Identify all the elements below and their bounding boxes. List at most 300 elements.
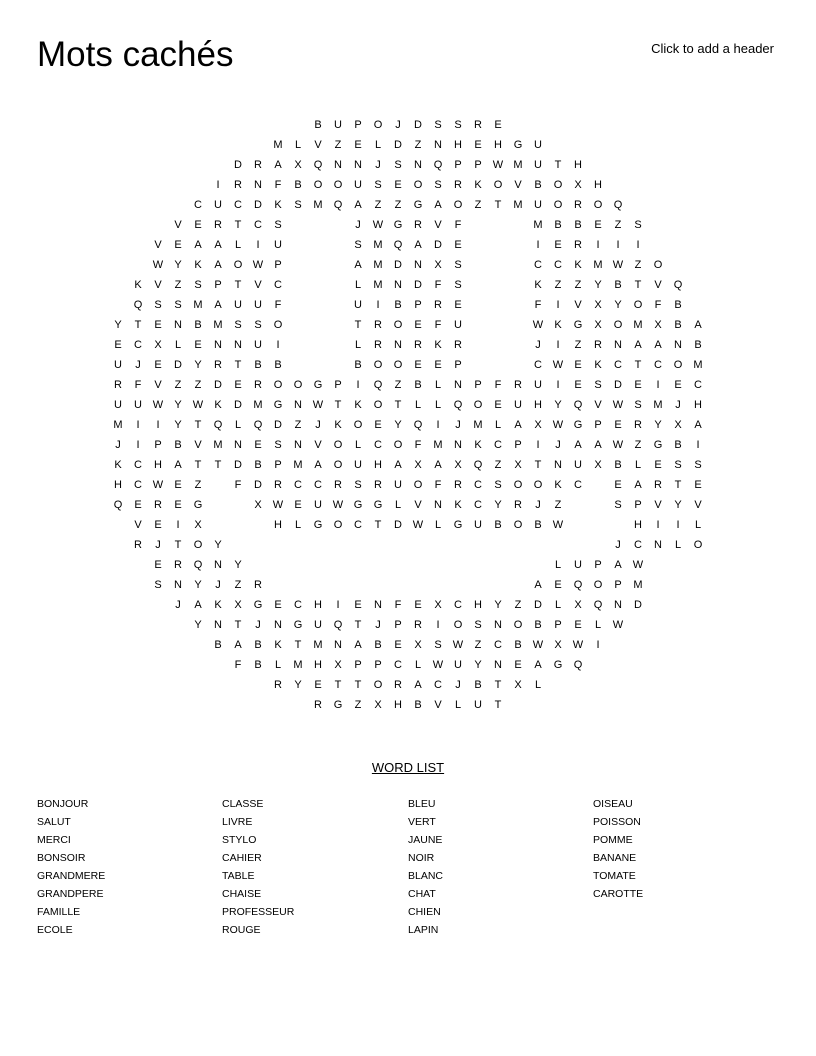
grid-letter: K	[474, 439, 482, 451]
grid-letter: M	[313, 199, 323, 211]
grid-letter: J	[535, 499, 541, 511]
grid-letter: N	[334, 639, 342, 651]
grid-letter: U	[354, 459, 362, 471]
grid-letter: Y	[554, 399, 562, 411]
grid-letter: O	[333, 439, 343, 451]
grid-letter: B	[614, 459, 622, 471]
grid-letter: B	[394, 299, 402, 311]
grid-letter: W	[332, 499, 344, 511]
grid-letter: U	[334, 119, 342, 131]
grid-letter: Q	[453, 399, 463, 411]
grid-letter: C	[354, 519, 362, 531]
grid-letter: S	[634, 399, 642, 411]
grid-letter: U	[214, 199, 222, 211]
grid-letter: Q	[573, 579, 583, 591]
grid-letter: D	[234, 159, 242, 171]
grid-letter: D	[434, 239, 442, 251]
grid-letter: L	[554, 599, 562, 611]
grid-letter: A	[194, 239, 202, 251]
grid-letter: N	[214, 339, 222, 351]
grid-letter: X	[574, 599, 582, 611]
grid-letter: F	[274, 299, 282, 311]
grid-letter: U	[454, 319, 462, 331]
grid-letter: Y	[494, 599, 502, 611]
word-list-item: JAUNE	[408, 834, 443, 846]
word-list-item: ECOLE	[37, 924, 73, 936]
grid-letter: B	[674, 299, 682, 311]
grid-letter: N	[214, 559, 222, 571]
grid-letter: C	[474, 499, 482, 511]
grid-letter: E	[354, 139, 362, 151]
grid-letter: H	[114, 479, 122, 491]
grid-letter: B	[274, 359, 282, 371]
grid-letter: D	[394, 259, 402, 271]
grid-letter: K	[274, 199, 282, 211]
grid-letter: E	[194, 339, 202, 351]
grid-letter: L	[534, 679, 542, 691]
grid-letter: N	[174, 579, 182, 591]
grid-letter: D	[234, 459, 242, 471]
grid-letter: H	[534, 399, 542, 411]
grid-letter: T	[354, 679, 362, 691]
grid-letter: O	[333, 459, 343, 471]
grid-letter: U	[254, 299, 262, 311]
grid-letter: H	[274, 519, 282, 531]
grid-letter: V	[434, 699, 442, 711]
grid-letter: Z	[334, 139, 342, 151]
grid-letter: O	[553, 179, 563, 191]
grid-letter: H	[474, 599, 482, 611]
word-list-heading: WORD LIST	[371, 760, 445, 775]
grid-letter: G	[513, 139, 523, 151]
grid-letter: C	[634, 539, 642, 551]
grid-letter: J	[355, 219, 361, 231]
grid-letter: U	[514, 399, 522, 411]
grid-letter: D	[414, 279, 422, 291]
grid-letter: I	[536, 239, 540, 251]
grid-letter: A	[214, 259, 222, 271]
grid-letter: W	[252, 259, 264, 271]
word-list-item: PROFESSEUR	[222, 906, 295, 918]
grid-letter: P	[594, 559, 602, 571]
grid-letter: G	[313, 519, 323, 531]
grid-letter: N	[354, 159, 362, 171]
grid-letter: E	[494, 119, 502, 131]
grid-letter: W	[152, 399, 164, 411]
grid-letter: A	[534, 579, 542, 591]
grid-letter: L	[454, 699, 462, 711]
grid-letter: Z	[554, 499, 562, 511]
grid-letter: Z	[574, 279, 582, 291]
grid-letter: E	[574, 619, 582, 631]
grid-letter: F	[534, 299, 542, 311]
grid-letter: K	[574, 259, 582, 271]
grid-letter: W	[312, 399, 324, 411]
grid-letter: I	[136, 419, 140, 431]
grid-letter: Z	[414, 139, 422, 151]
grid-letter: K	[454, 499, 462, 511]
add-header-hint[interactable]: Click to add a header	[651, 41, 774, 56]
grid-letter: G	[553, 659, 563, 671]
grid-letter: Q	[213, 419, 223, 431]
grid-letter: K	[274, 639, 282, 651]
grid-letter: P	[614, 579, 622, 591]
grid-letter: Z	[394, 379, 402, 391]
grid-letter: U	[534, 159, 542, 171]
grid-letter: V	[654, 499, 662, 511]
grid-letter: Q	[313, 159, 323, 171]
grid-letter: E	[174, 239, 182, 251]
grid-letter: B	[374, 639, 382, 651]
grid-letter: W	[612, 399, 624, 411]
grid-letter: K	[114, 459, 122, 471]
grid-letter: W	[612, 619, 624, 631]
grid-letter: K	[214, 599, 222, 611]
grid-letter: Y	[494, 499, 502, 511]
grid-letter: K	[534, 279, 542, 291]
grid-letter: Y	[614, 299, 622, 311]
grid-letter: I	[356, 379, 360, 391]
grid-letter: H	[494, 139, 502, 151]
grid-letter: O	[593, 579, 603, 591]
grid-letter: W	[552, 359, 564, 371]
grid-letter: N	[394, 279, 402, 291]
grid-letter: S	[634, 219, 642, 231]
grid-letter: X	[414, 639, 422, 651]
grid-letter: E	[674, 379, 682, 391]
grid-letter: R	[514, 499, 522, 511]
grid-letter: O	[633, 299, 643, 311]
grid-letter: F	[434, 479, 442, 491]
grid-letter: B	[414, 699, 422, 711]
grid-letter: C	[374, 439, 382, 451]
grid-letter: K	[554, 479, 562, 491]
grid-letter: S	[234, 319, 242, 331]
grid-letter: N	[274, 619, 282, 631]
grid-letter: Z	[634, 259, 642, 271]
grid-letter: X	[374, 699, 382, 711]
grid-letter: X	[554, 639, 562, 651]
grid-letter: E	[354, 599, 362, 611]
grid-letter: R	[414, 619, 422, 631]
grid-letter: O	[613, 319, 623, 331]
grid-letter: T	[494, 679, 502, 691]
grid-letter: T	[554, 159, 562, 171]
grid-letter: E	[414, 359, 422, 371]
grid-letter: X	[334, 659, 342, 671]
grid-letter: N	[494, 619, 502, 631]
grid-letter: E	[274, 599, 282, 611]
grid-letter: M	[473, 419, 483, 431]
grid-letter: P	[634, 499, 642, 511]
grid-letter: A	[694, 419, 702, 431]
grid-letter: V	[134, 519, 142, 531]
grid-letter: Q	[333, 199, 343, 211]
grid-letter: N	[234, 339, 242, 351]
grid-letter: D	[614, 379, 622, 391]
grid-letter: O	[513, 619, 523, 631]
grid-letter: O	[293, 379, 303, 391]
grid-letter: D	[394, 139, 402, 151]
grid-letter: C	[194, 199, 202, 211]
grid-letter: R	[314, 699, 322, 711]
grid-letter: T	[194, 419, 202, 431]
grid-letter: P	[594, 419, 602, 431]
grid-letter: C	[534, 259, 542, 271]
grid-letter: X	[454, 459, 462, 471]
grid-letter: Y	[594, 279, 602, 291]
grid-letter: S	[394, 159, 402, 171]
grid-letter: R	[414, 219, 422, 231]
grid-letter: M	[513, 159, 523, 171]
grid-letter: S	[474, 619, 482, 631]
grid-letter: U	[314, 619, 322, 631]
grid-letter: F	[434, 319, 442, 331]
word-list-item: CAROTTE	[593, 888, 644, 900]
grid-letter: O	[393, 439, 403, 451]
grid-letter: I	[536, 439, 540, 451]
grid-letter: Y	[474, 659, 482, 671]
grid-letter: F	[414, 439, 422, 451]
grid-letter: K	[194, 259, 202, 271]
grid-letter: R	[454, 479, 462, 491]
grid-letter: G	[653, 439, 663, 451]
grid-letter: E	[154, 319, 162, 331]
grid-letter: A	[394, 459, 402, 471]
grid-letter: W	[612, 439, 624, 451]
word-list-item: CAHIER	[222, 852, 262, 864]
grid-letter: X	[194, 519, 202, 531]
grid-letter: Z	[174, 379, 182, 391]
grid-letter: W	[412, 519, 424, 531]
grid-letter: U	[574, 559, 582, 571]
grid-letter: J	[535, 339, 541, 351]
grid-letter: L	[434, 379, 442, 391]
grid-letter: N	[674, 339, 682, 351]
grid-letter: S	[694, 459, 702, 471]
grid-letter: R	[254, 579, 262, 591]
grid-letter: P	[414, 299, 422, 311]
grid-letter: Z	[194, 379, 202, 391]
grid-letter: L	[414, 399, 422, 411]
grid-letter: B	[474, 679, 482, 691]
grid-letter: E	[174, 479, 182, 491]
grid-letter: H	[374, 459, 382, 471]
grid-letter: C	[314, 479, 322, 491]
grid-letter: J	[555, 439, 561, 451]
grid-letter: N	[294, 399, 302, 411]
grid-letter: G	[253, 599, 263, 611]
grid-letter: I	[656, 519, 660, 531]
grid-letter: M	[213, 319, 223, 331]
grid-letter: Z	[174, 279, 182, 291]
word-list-item: POISSON	[593, 816, 641, 828]
grid-letter: F	[394, 599, 402, 611]
grid-letter: W	[372, 219, 384, 231]
grid-letter: J	[215, 579, 221, 591]
grid-letter: O	[333, 519, 343, 531]
grid-letter: E	[394, 639, 402, 651]
grid-letter: X	[254, 499, 262, 511]
grid-letter: C	[254, 219, 262, 231]
grid-letter: N	[494, 659, 502, 671]
grid-letter: N	[394, 339, 402, 351]
grid-letter: U	[354, 299, 362, 311]
grid-letter: E	[494, 399, 502, 411]
grid-letter: M	[633, 319, 643, 331]
grid-letter: K	[434, 339, 442, 351]
grid-letter: T	[394, 399, 402, 411]
grid-letter: Q	[193, 559, 203, 571]
grid-letter: S	[274, 439, 282, 451]
grid-letter: H	[454, 139, 462, 151]
grid-letter: Q	[573, 659, 583, 671]
grid-letter: T	[494, 699, 502, 711]
grid-letter: R	[254, 159, 262, 171]
grid-letter: A	[414, 679, 422, 691]
grid-letter: U	[454, 659, 462, 671]
grid-letter: G	[313, 379, 323, 391]
word-list-column	[37, 795, 207, 939]
grid-letter: P	[454, 359, 462, 371]
grid-letter: B	[554, 219, 562, 231]
grid-letter: W	[532, 639, 544, 651]
grid-letter: U	[114, 399, 122, 411]
grid-letter: N	[414, 159, 422, 171]
grid-letter: N	[214, 619, 222, 631]
grid-letter: Y	[674, 499, 682, 511]
grid-letter: B	[254, 359, 262, 371]
grid-letter: Z	[234, 579, 242, 591]
grid-letter: T	[634, 279, 642, 291]
grid-letter: E	[394, 179, 402, 191]
grid-letter: B	[174, 439, 182, 451]
word-list-item: LAPIN	[408, 924, 439, 936]
grid-letter: O	[513, 479, 523, 491]
grid-letter: K	[214, 399, 222, 411]
grid-letter: E	[554, 579, 562, 591]
grid-letter: A	[654, 339, 662, 351]
grid-letter: A	[214, 299, 222, 311]
grid-letter: R	[214, 219, 222, 231]
grid-letter: I	[676, 519, 680, 531]
grid-letter: W	[632, 559, 644, 571]
grid-letter: P	[214, 279, 222, 291]
grid-letter: O	[373, 679, 383, 691]
grid-letter: I	[636, 239, 640, 251]
grid-letter: L	[294, 519, 302, 531]
grid-letter: V	[514, 179, 522, 191]
grid-letter: I	[696, 439, 700, 451]
grid-letter: P	[474, 159, 482, 171]
grid-letter: R	[234, 179, 242, 191]
grid-letter: P	[354, 119, 362, 131]
grid-letter: X	[594, 459, 602, 471]
grid-letter: C	[234, 199, 242, 211]
grid-letter: E	[254, 439, 262, 451]
grid-letter: V	[654, 279, 662, 291]
grid-letter: V	[154, 279, 162, 291]
grid-letter: H	[594, 179, 602, 191]
grid-letter: P	[514, 439, 522, 451]
grid-letter: Y	[194, 579, 202, 591]
grid-letter: G	[453, 519, 463, 531]
grid-letter: L	[434, 399, 442, 411]
grid-letter: P	[374, 659, 382, 671]
grid-letter: I	[136, 439, 140, 451]
grid-letter: M	[633, 579, 643, 591]
grid-letter: V	[194, 439, 202, 451]
grid-letter: M	[293, 459, 303, 471]
grid-letter: Z	[494, 459, 502, 471]
grid-letter: R	[574, 199, 582, 211]
grid-letter: Y	[194, 619, 202, 631]
grid-letter: W	[612, 259, 624, 271]
grid-letter: Z	[354, 699, 362, 711]
grid-letter: K	[134, 279, 142, 291]
grid-letter: O	[553, 199, 563, 211]
grid-letter: M	[293, 659, 303, 671]
grid-letter: X	[534, 419, 542, 431]
grid-letter: A	[354, 259, 362, 271]
grid-letter: U	[534, 379, 542, 391]
grid-letter: X	[434, 259, 442, 271]
word-list-item: MERCI	[37, 834, 71, 846]
grid-letter: O	[533, 479, 543, 491]
grid-letter: H	[634, 519, 642, 531]
grid-letter: Y	[294, 679, 302, 691]
grid-letter: K	[354, 399, 362, 411]
grid-letter: Q	[393, 239, 403, 251]
grid-letter: G	[333, 699, 343, 711]
word-list-item: BANANE	[593, 852, 637, 864]
word-list-item: CLASSE	[222, 798, 264, 810]
grid-letter: D	[274, 419, 282, 431]
grid-letter: A	[514, 419, 522, 431]
grid-letter: M	[273, 139, 283, 151]
grid-letter: P	[554, 619, 562, 631]
grid-letter: G	[353, 499, 363, 511]
grid-letter: E	[554, 239, 562, 251]
grid-letter: A	[214, 239, 222, 251]
grid-letter: E	[294, 499, 302, 511]
grid-letter: J	[135, 359, 141, 371]
grid-letter: T	[674, 479, 682, 491]
grid-letter: O	[273, 319, 283, 331]
grid-letter: E	[694, 479, 702, 491]
grid-letter: S	[434, 119, 442, 131]
grid-letter: T	[294, 639, 302, 651]
grid-letter: I	[376, 299, 380, 311]
grid-letter: S	[354, 479, 362, 491]
grid-letter: V	[314, 139, 322, 151]
grid-letter: L	[354, 279, 362, 291]
grid-letter: A	[434, 199, 442, 211]
grid-letter: R	[654, 479, 662, 491]
grid-letter: J	[375, 619, 381, 631]
grid-letter: B	[614, 279, 622, 291]
grid-letter: A	[434, 459, 442, 471]
grid-letter: M	[433, 439, 443, 451]
grid-letter: O	[413, 479, 423, 491]
grid-letter: O	[393, 319, 403, 331]
grid-letter: D	[414, 119, 422, 131]
grid-letter: P	[394, 619, 402, 631]
word-list-item: ROUGE	[222, 924, 261, 936]
page-title: Mots cachés	[37, 35, 234, 74]
grid-letter: E	[634, 379, 642, 391]
grid-letter: O	[373, 359, 383, 371]
